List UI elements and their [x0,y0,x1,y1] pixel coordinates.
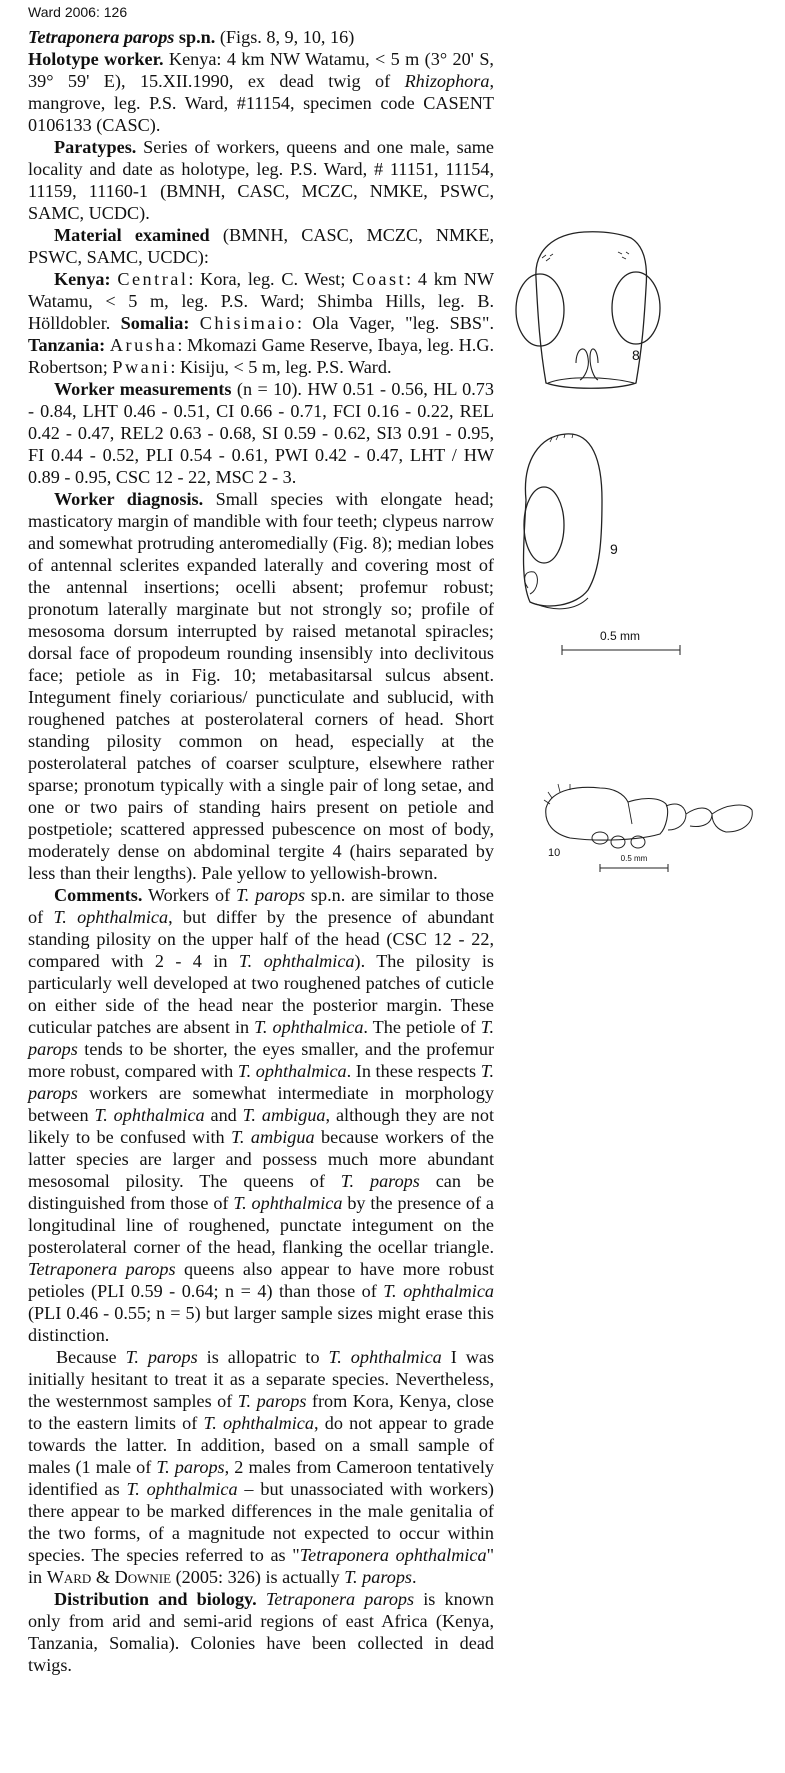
comments-text: Workers of [142,885,236,905]
species-name: Tetraponera parops [28,27,175,47]
scale-bar-top-drawing [560,628,700,668]
province-chisimaio: Chisimaio [199,313,297,333]
country-somalia: Somalia: [120,313,190,333]
allopatry-text: , 2 males from Cameroon tentatively identified as [28,1457,494,1499]
taxon-name: T. ophthalmica [203,1413,314,1433]
scale-bar-bottom [598,852,678,878]
comments-text: because workers of the latter species are larger and possess much more abundant mesosomal pilosity. The queens of [28,1127,495,1191]
allopatry-text: from Kora, Kenya, close to the eastern limits of [28,1391,494,1433]
taxon-name: T. ophthalmica [233,1193,343,1213]
taxon-name: T. ambigua [242,1105,326,1125]
taxon-name: T. parops [340,1171,420,1191]
allopatry-paragraph [28,1346,494,1588]
comments-text: by the presence of a longitudinal line of roughened, punctate integument on the posterolateral corner of the head, flanking the ocellar triangle. [28,1193,494,1257]
diagnosis-label: Worker diagnosis. [54,489,204,509]
comments-text: (PLI 0.46 - 0.55; n = 5) but larger sample sizes might erase this distinction. [28,1303,494,1345]
measurements-text: (n = 10). HW 0.51 - 0.56, HL 0.73 - 0.84, LHT 0.46 - 0.51, CI 0.66 - 0.71, FCI 0.16 - 0.22, REL 0.42 - 0.47, REL2 0.63 - 0.68, SI 0.59 - 0.62, SI3 0.91 - 0.95, FI 0.44 - 0.52, PLI 0.54 - 0.61, PWI 0.42 - 0.47, LHT / HW 0.89 - 0.95, CSC 12 - 22, MSC 2 - 3. [28,379,494,487]
comments-text: . In these respects [346,1061,481,1081]
species-status: sp.n. [178,27,216,47]
taxon-name: Tetraponera parops [265,1589,415,1609]
comments-text: tends to be shorter, the eyes smaller, and the profemur more robust, compared with [28,1039,494,1081]
localities-text-1: : Kora, leg. C. West; [188,269,353,289]
scale-bar-bottom-drawing [598,852,678,878]
allopatry-text: , do not appear to grade towards the latter. In addition, based on a small sample of males (1 male of [28,1413,494,1477]
scale-bar-bottom-label: 0.5 mm [620,854,648,863]
allopatry-text: . [412,1567,417,1587]
taxon-name: T. ophthalmica [237,1061,347,1081]
distribution-paragraph [28,1588,494,1676]
comments-text: queens also appear to have more robust petioles (PLI 0.59 - 0.64; n = 4) than those of [28,1259,494,1301]
material-paragraph [28,224,494,268]
holotype-paragraph [28,48,494,136]
allopatry-text: – but unassociated with workers) there appear to be marked differences in the male genitalia of the two forms, of a magnitude not expected to occur within species. The species referred to as " [28,1479,494,1565]
comments-label: Comments. [54,885,143,905]
taxon-name: T. ophthalmica [126,1479,238,1499]
localities-text-2: : 4 km NW Watamu, < 5 m, leg. P.S. Ward; Shimba Hills, leg. B. Hölldobler. [28,269,494,333]
taxon-name: T. ophthalmica [53,907,169,927]
fig9-drawing [506,430,746,630]
comments-text: and [204,1105,243,1125]
material-label: Material examined [54,225,210,245]
author-name: Downie [114,1567,172,1587]
allopatry-text: is allopatric to [197,1347,329,1367]
localities-paragraph [28,268,494,378]
diagnosis-paragraph [28,488,494,884]
taxon-name: T. parops [28,1061,494,1103]
taxon-name: T. ophthalmica [383,1281,494,1301]
taxon-name: Tetraponera ophthalmica [299,1545,487,1565]
comments-text: workers are somewhat intermediate in morphology between [28,1083,494,1125]
author-name: Ward [46,1567,92,1587]
fig10-label: 10 [548,847,561,859]
allopatry-text: & [91,1567,115,1587]
figure-8-head-full-face [506,228,746,418]
province-coast: Coast [352,269,407,289]
taxon-name: T. parops [156,1457,225,1477]
taxon-name: T. parops [237,1391,307,1411]
holotype-text-1: Kenya: 4 km NW Watamu, < 5 m (3° 20' S, 39° 59' E), 15.XII.1990, ex dead twig of [28,49,494,91]
figure-9-head-lateral [506,430,746,630]
allopatry-text: " in [28,1545,495,1587]
taxon-name: T. parops [125,1347,198,1367]
localities-text-3: : Ola Vager, "leg. SBS". [297,313,495,333]
allopatry-text: Because [56,1347,126,1367]
comments-text: , although they are not likely to be confused with [28,1105,495,1147]
measurements-label: Worker measurements [54,379,232,399]
paratypes-paragraph [28,136,494,224]
paratypes-text: Series of workers, queens and one male, same locality and date as holotype, leg. P.S. Ward, # 11151, 11154, 11159, 11160-1 (BMNH, CASC, MCZC, NMKE, PSWC, SAMC, UCDC). [28,137,494,223]
distribution-label: Distribution and biology. [54,1589,257,1609]
comments-text: , but differ by the presence of abundant standing pilosity on the upper half of the head (CSC 12 - 22, compared with 2 - 4 in [28,907,495,971]
taxon-name: Tetraponera parops [28,1259,176,1279]
country-kenya: Kenya: [54,269,111,289]
text-column [28,26,494,1676]
comments-paragraph [28,884,494,1346]
species-figs: (Figs. 8, 9, 10, 16) [219,27,355,47]
province-central: Central [117,269,189,289]
holotype-text-2: , mangrove, leg. P.S. Ward, #11154, specimen code CASENT 0106133 (CASC). [28,71,494,135]
taxon-name: T. ophthalmica [238,951,355,971]
fig8-label: 8 [632,347,640,363]
province-arusha: Arusha [109,335,178,355]
localities-text-5: : Kisiju, < 5 m, leg. P.S. Ward. [170,357,392,377]
species-title [28,26,494,48]
fig9-label: 9 [610,541,618,557]
comments-text: can be distinguished from those of [28,1171,495,1213]
scale-bar-top-label: 0.5 mm [599,629,641,643]
running-head: Ward 2006: 126 [28,4,128,20]
taxon-name: T. parops [28,1017,495,1059]
fig8-drawing [506,228,746,418]
paratypes-label: Paratypes. [54,137,137,157]
allopatry-text: (2005: 326) is actually [171,1567,345,1587]
province-pwani: Pwani [112,357,171,377]
taxon-name: T. ophthalmica [94,1105,205,1125]
scale-bar-top [560,628,700,668]
taxon-name: T. ophthalmica [254,1017,364,1037]
measurements-paragraph [28,378,494,488]
comments-text: . The petiole of [363,1017,481,1037]
comments-text: ). The pilosity is particularly well developed at two roughened patches of cuticle on either side of the head near the posterior margin. These cuticular patches are absent in [28,951,494,1037]
holotype-genus: Rhizophora [404,71,490,91]
taxon-name: T. parops [344,1567,413,1587]
allopatry-text: I was initially hesitant to treat it as a separate species. Nevertheless, the westernmost samples of [28,1347,495,1411]
material-text: (BMNH, CASC, MCZC, NMKE, PSWC, SAMC, UCDC): [28,225,494,267]
taxon-name: T. ambigua [231,1127,315,1147]
localities-text-4: : Mkomazi Game Reserve, Ibaya, leg. H.G. Robertson; [28,335,495,377]
taxon-name: T. parops [236,885,306,905]
taxon-name: T. ophthalmica [328,1347,442,1367]
holotype-label: Holotype worker. [28,49,164,69]
diagnosis-text: Small species with elongate head; masticatory margin of mandible with four teeth; clypeus narrow and somewhat protruding anteromedially (Fig. 8); median lobes of antennal sclerites expanded laterally and covering most of the antennal insertions; ocelli absent; profemur robust; pronotum laterally marginate but not strongly so; profile of mesosoma dorsum interrupted by raised metanotal spiracles; dorsal face of propodeum rounding insensibly into declivitous face; petiole as in Fig. 10; metabasitarsal sulcus absent. Integument finely coriarious/ puncticulate and sublucid, with roughened patches at posterolateral corners of head. Short standing pilosity common on head, especially at the posterolateral patches of coarser sculpture, elsewhere rather sparse; pronotum typically with a single pair of long setae, and one or two pairs of standing hairs present on petiole and postpetiole; scattered appressed pubescence on most of body, moderately dense on abdominal tergite 4 (hairs separated by less than their lengths). Pale yellow to yellowish-brown. [28,489,494,883]
distribution-text: is known only from arid and semi-arid regions of east Africa (Kenya, Tanzania, Somalia). Colonies have been collected in dead twigs. [28,1589,495,1675]
comments-text: sp.n. are similar to those of [28,885,494,927]
country-tanzania: Tanzania: [28,335,106,355]
